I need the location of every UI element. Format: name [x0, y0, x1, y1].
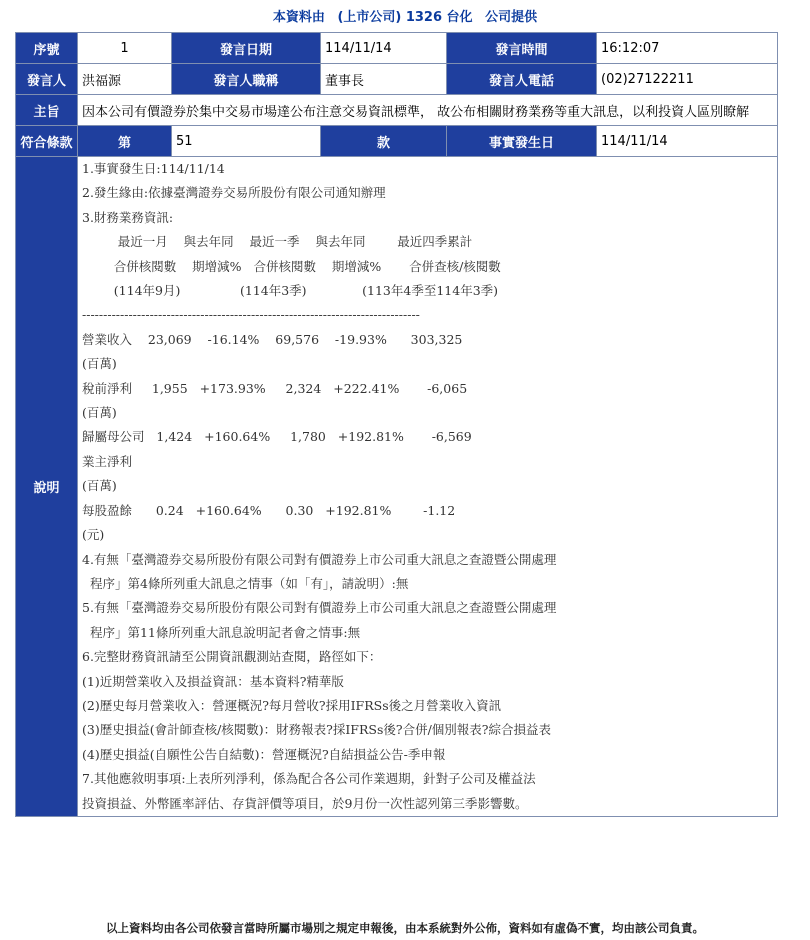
description-cell [78, 157, 778, 817]
speaker-value: 洪福源 [78, 64, 172, 95]
description-line: 投資損益、外幣匯率評估、存貨評價等項目，於9月份一次性認列第三季影響數。 [82, 795, 528, 811]
description-line: 每股盈餘 0.24 +160.64% 0.30 +192.81% -1.12 [82, 502, 456, 518]
clause-kuan-label: 款 [321, 126, 447, 157]
seq-value: 1 [78, 33, 172, 64]
row-meta [16, 33, 778, 64]
description-line: (百萬) [82, 478, 117, 494]
description-line: 程序」第4條所列重大訊息之情事（如「有」，請說明）:無 [82, 575, 409, 591]
description-line: 最近一月 與去年同 最近一季 與去年同 最近四季累計 [82, 234, 473, 250]
description-label: 說明 [16, 157, 78, 817]
description-line: (百萬) [82, 405, 117, 421]
announcement-table [15, 32, 778, 817]
speaker-phone-label: 發言人電話 [447, 64, 597, 95]
fact-date-value: 114/11/14 [597, 126, 778, 157]
speaker-title-label: 發言人職稱 [172, 64, 321, 95]
description-line: 3.財務業務資訊: [82, 209, 174, 225]
description-line: (114年9月) (114年3季) (113年4季至114年3季) [82, 283, 499, 299]
date-value: 114/11/14 [321, 33, 447, 64]
description-line: 程序」第11條所列重大訊息說明記者會之情事:無 [82, 624, 361, 640]
description-line: 4.有無「臺灣證券交易所股份有限公司對有價證券上市公司重大訊息之查證暨公開處理 [82, 551, 557, 567]
page-title [0, 6, 810, 25]
title-prefix: 本資料由 [272, 10, 325, 25]
description-line: 合併核閱數 期增減% 合併核閱數 期增減% 合併查核/核閱數 [82, 258, 501, 274]
clause-di-label: 第 [78, 126, 172, 157]
description-line: 業主淨利 [82, 453, 133, 469]
description-line: (百萬) [82, 356, 117, 372]
description-line: 5.有無「臺灣證券交易所股份有限公司對有價證券上市公司重大訊息之查證暨公開處理 [82, 600, 557, 616]
description-line: 歸屬母公司 1,424 +160.64% 1,780 +192.81% -6,569 [82, 429, 472, 445]
row-description [16, 157, 778, 817]
description-line: 7.其他應敘明事項:上表所列淨利，係為配合各公司作業週期，針對子公司及權益法 [82, 771, 536, 787]
speaker-phone-value: (02)27122211 [597, 64, 778, 95]
speaker-label: 發言人 [16, 64, 78, 95]
description-line: 6.完整財務資訊請至公開資訊觀測站查閱，路徑如下： [82, 649, 382, 665]
row-speaker [16, 64, 778, 95]
footer-disclaimer: 以上資料均由各公司依發言當時所屬市場別之規定申報後，由本系統對外公佈，資料如有虛偽不實，均由該公司負責。 [106, 921, 704, 935]
description-line: (1)近期營業收入及損益資訊：基本資料?精華版 [82, 673, 344, 689]
description-line: (4)歷史損益(自願性公告自結數)：營運概況?自結損益公告-季申報 [82, 746, 446, 762]
title-suffix: 公司提供 [485, 10, 538, 25]
date-label: 發言日期 [172, 33, 321, 64]
subject-value: 因本公司有價證券於集中交易市場達公布注意交易資訊標準， 故公布相關財務業務等重大訊息，以利投資人區別瞭解 [78, 95, 778, 126]
description-line: 稅前淨利 1,955 +173.93% 2,324 +222.41% -6,065 [82, 380, 468, 396]
fact-date-label: 事實發生日 [447, 126, 597, 157]
description-line: 1.事實發生日:114/11/14 [82, 161, 225, 176]
description-line: (3)歷史損益(會計師查核/核閱數)：財務報表?採IFRSs後?合併/個別報表?綜合損益表 [82, 722, 551, 738]
time-label: 發言時間 [447, 33, 597, 64]
description-line: 營業收入 23,069 -16.14% 69,576 -19.93% 303,325 [82, 331, 463, 347]
seq-label: 序號 [16, 33, 78, 64]
description-body [82, 157, 773, 816]
description-line: 2.發生緣由:依據臺灣證券交易所股份有限公司通知辦理 [82, 185, 386, 201]
title-company: (上市公司) 1326 台化 [337, 10, 473, 25]
row-clause [16, 126, 778, 157]
speaker-title-value: 董事長 [321, 64, 447, 95]
time-value: 16:12:07 [597, 33, 778, 64]
row-subject [16, 95, 778, 126]
description-line: (2)歷史每月營業收入：營運概況?每月營收?採用IFRSs後之月營業收入資訊 [82, 697, 502, 713]
description-line: -------------------------------------------------------------------------------- [82, 307, 420, 323]
description-line: (元) [82, 527, 105, 543]
clause-label: 符合條款 [16, 126, 78, 157]
subject-label: 主旨 [16, 95, 78, 126]
clause-value: 51 [172, 126, 321, 157]
